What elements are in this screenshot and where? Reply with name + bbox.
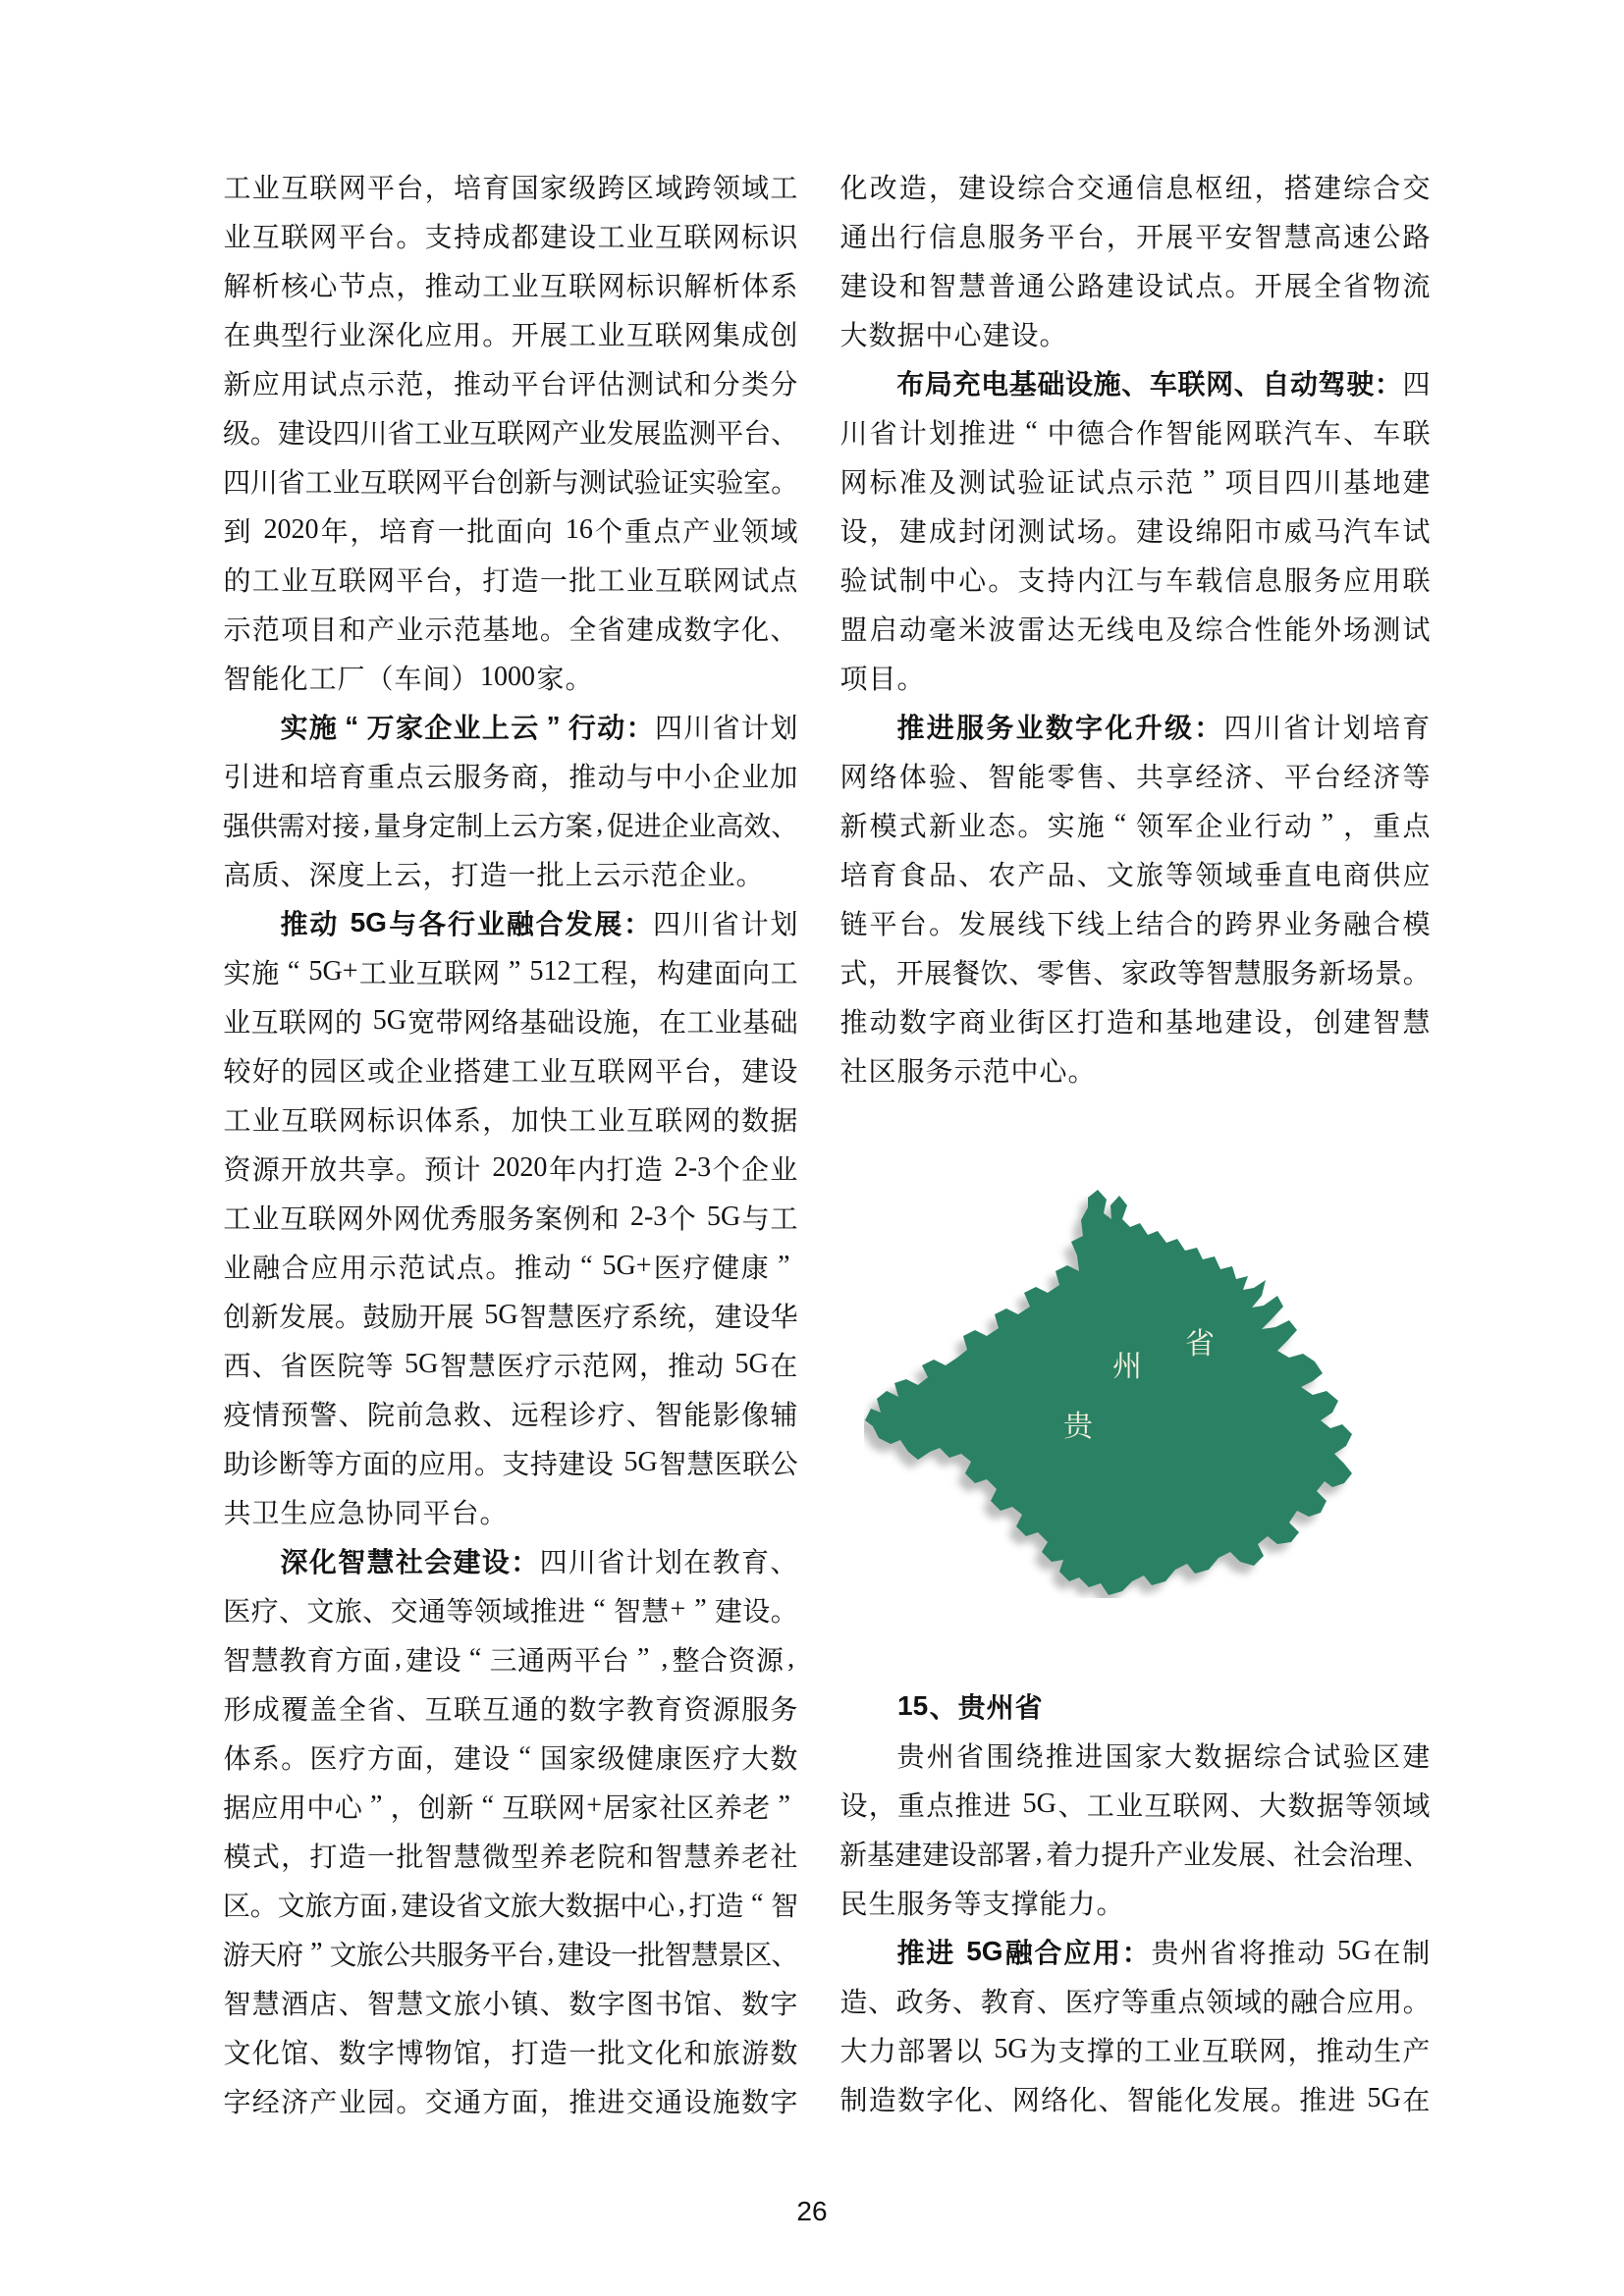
text-line: 在 典 型 行 业 深 化 应 用 。 开 展 工 业 互 联 网 集 成 创 bbox=[223, 321, 798, 351]
text-line: 的 工 业 互 联 网 平 台 ， 打 造 一 批 工 业 互 联 网 试 点 bbox=[223, 566, 798, 597]
text-line: 智 慧 教 育 方 面 , 建 设 “ 三 通 两 平 台 ” , 整 合 资 源 , bbox=[223, 1643, 795, 1677]
text-line: 示 范 项 目 和 产 业 示 范 基 地 。 全 省 建 成 数 字 化 、 bbox=[223, 615, 798, 646]
text-line: 业 互 联 网 的 5G 宽 带 网 络 基 础 设 施 ， 在 工 业 基 础 bbox=[223, 1005, 798, 1039]
text-line: 链 平 台 。 发 展 线 下 线 上 结 合 的 跨 界 业 务 融 合 模 bbox=[839, 910, 1431, 940]
text-line: 民 生 服 务 等 支 撑 能 力 。 bbox=[839, 1890, 1124, 1920]
text-line: 引 进 和 培 育 重 点 云 服 务 商 ， 推 动 与 中 小 企 业 加 bbox=[223, 763, 798, 793]
text-line: 实 施 “ 万 家 企 业 上 云 ” 行 动 ： 四 川 省 计 划 bbox=[280, 711, 798, 744]
text-line: 创 新 发 展 。 鼓 励 开 展 5G 智 慧 医 疗 系 统 ， 建 设 华 bbox=[223, 1300, 798, 1333]
text-line: 级 。 建 设 四 川 省 工 业 互 联 网 产 业 发 展 监 测 平 台 、 bbox=[222, 419, 799, 450]
text-line: 体 系 。 医 疗 方 面 ， 建 设 “ 国 家 级 健 康 医 疗 大 数 bbox=[223, 1741, 798, 1775]
guizhou-province-map bbox=[864, 1186, 1365, 1598]
text-line: 项 目 。 bbox=[839, 665, 925, 695]
text-line: 工 业 互 联 网 平 台 ， 培 育 国 家 级 跨 区 域 跨 领 域 工 bbox=[223, 174, 798, 204]
text-line: 较 好 的 园 区 或 企 业 搭 建 工 业 互 联 网 平 台 ， 建 设 bbox=[223, 1057, 798, 1088]
map-label-2: 州 bbox=[1112, 1351, 1142, 1383]
text-line: 盟 启 动 毫 米 波 雷 达 无 线 电 及 综 合 性 能 外 场 测 试 bbox=[839, 615, 1431, 646]
section-heading-guizhou: 15 、 贵 州 省 bbox=[897, 1690, 1043, 1723]
text-line: 推 进 5G 融 合 应 用 ： 贵 州 省 将 推 动 5G 在 制 bbox=[896, 1936, 1431, 1969]
text-line: 社 区 服 务 示 范 中 心 。 bbox=[839, 1057, 1096, 1088]
left-text-column bbox=[223, 162, 798, 2125]
text-line: 强 供 需 对 接 , 量 身 定 制 上 云 方 案 , 促 进 企 业 高 效 、 bbox=[222, 809, 799, 842]
right-text-column-upper bbox=[839, 162, 1431, 1095]
text-line: 设 ， 重 点 推 进 5G 、 工 业 互 联 网 、 大 数 据 等 领 域 bbox=[839, 1789, 1431, 1822]
text-line: 推 动 5G 与 各 行 业 融 合 发 展 ： 四 川 省 计 划 bbox=[280, 907, 798, 940]
text-line: 西 、 省 医 院 等 5G 智 慧 医 疗 示 范 网 ， 推 动 5G 在 bbox=[223, 1349, 798, 1382]
text-line: 解 析 核 心 节 点 ， 推 动 工 业 互 联 网 标 识 解 析 体 系 bbox=[223, 272, 798, 302]
text-line: 疫 情 预 警 、 院 前 急 救 、 远 程 诊 疗 、 智 能 影 像 辅 bbox=[223, 1401, 798, 1431]
text-line: 游 天 府 ” 文 旅 公 共 服 务 平 台 , 建 设 一 批 智 慧 景 区 、 bbox=[222, 1938, 799, 1971]
text-line: 新 应 用 试 点 示 范 ， 推 动 平 台 评 估 测 试 和 分 类 分 bbox=[223, 370, 798, 400]
text-line: 新 基 建 建 设 部 署 , 着 力 提 升 产 业 发 展 、 社 会 治 理 、 bbox=[839, 1838, 1432, 1871]
text-line: 网 标 准 及 测 试 验 证 试 点 示 范 ” 项 目 四 川 基 地 建 bbox=[839, 465, 1431, 499]
text-line: 建 设 和 智 慧 普 通 公 路 建 设 试 点 。 开 展 全 省 物 流 bbox=[839, 272, 1431, 302]
text-line: 资 源 开 放 共 享 。 预 计 2020 年 内 打 造 2-3 个 企 业 bbox=[223, 1152, 798, 1186]
text-line: 设 ， 建 成 封 闭 测 试 场 。 建 设 绵 阳 市 威 马 汽 车 试 bbox=[839, 517, 1431, 548]
text-line: 业 融 合 应 用 示 范 试 点 。 推 动 “ 5G+ 医 疗 健 康 ” bbox=[223, 1251, 790, 1284]
text-line: 到 2020 年 ， 培 育 一 批 面 向 16 个 重 点 产 业 领 域 bbox=[223, 514, 798, 548]
text-line: 四 川 省 工 业 互 联 网 平 台 创 新 与 测 试 验 证 实 验 室 。 bbox=[222, 468, 799, 499]
right-text-column-lower bbox=[839, 1682, 1431, 2123]
text-line: 文 化 馆 、 数 字 博 物 馆 ， 打 造 一 批 文 化 和 旅 游 数 bbox=[223, 2039, 798, 2069]
text-line: 式 ， 开 展 餐 饮 、 零 售 、 家 政 等 智 慧 服 务 新 场 景 。 bbox=[839, 959, 1431, 989]
text-line: 工 业 互 联 网 外 网 优 秀 服 务 案 例 和 2-3 个 5G 与 工 bbox=[223, 1201, 798, 1235]
text-line: 大 数 据 中 心 建 设 。 bbox=[839, 321, 1067, 351]
page-number: 26 bbox=[796, 2196, 828, 2226]
text-line: 高 质 、 深 度 上 云 ， 打 造 一 批 上 云 示 范 企 业 。 bbox=[223, 861, 764, 891]
text-line: 验 试 制 中 心 。 支 持 内 江 与 车 载 信 息 服 务 应 用 联 bbox=[839, 566, 1431, 597]
text-line: 通 出 行 信 息 服 务 平 台 ， 开 展 平 安 智 慧 高 速 公 路 bbox=[839, 223, 1431, 253]
guizhou-province-shape bbox=[865, 1190, 1352, 1595]
text-line: 字 经 济 产 业 园 。 交 通 方 面 ， 推 进 交 通 设 施 数 字 bbox=[223, 2088, 798, 2118]
text-line: 新 模 式 新 业 态 。 实 施 “ 领 军 企 业 行 动 ” ， 重 点 bbox=[839, 809, 1431, 842]
text-line: 共 卫 生 应 急 协 同 平 台 。 bbox=[223, 1499, 508, 1529]
text-line: 据 应 用 中 心 ” ， 创 新 “ 互 联 网 + 居 家 社 区 养 老 ” bbox=[223, 1790, 790, 1824]
text-line: 贵 州 省 围 绕 推 进 国 家 大 数 据 综 合 试 验 区 建 bbox=[896, 1742, 1431, 1773]
text-line: 化 改 造 ， 建 设 综 合 交 通 信 息 枢 纽 ， 搭 建 综 合 交 bbox=[839, 174, 1431, 204]
text-line: 智 能 化 工 厂 （ 车 间 ） 1000 家 。 bbox=[223, 662, 593, 695]
text-line: 制 造 数 字 化 、 网 络 化 、 智 能 化 发 展 。 推 进 5G 在 bbox=[839, 2083, 1431, 2116]
text-line: 大 力 部 署 以 5G 为 支 撑 的 工 业 互 联 网 ， 推 动 生 产 bbox=[839, 2034, 1431, 2067]
text-line: 推 动 数 字 商 业 街 区 打 造 和 基 地 建 设 ， 创 建 智 慧 bbox=[839, 1008, 1431, 1039]
text-line: 模 式 ， 打 造 一 批 智 慧 微 型 养 老 院 和 智 慧 养 老 社 bbox=[223, 1842, 798, 1873]
map-label-3: 省 bbox=[1185, 1328, 1215, 1361]
text-line: 形 成 覆 盖 全 省 、 互 联 互 通 的 数 字 教 育 资 源 服 务 bbox=[223, 1695, 798, 1726]
text-line: 造 、 政 务 、 教 育 、 医 疗 等 重 点 领 域 的 融 合 应 用 。 bbox=[839, 1988, 1431, 2018]
map-label-1: 贵 bbox=[1063, 1411, 1093, 1443]
text-line: 培 育 食 品 、 农 产 品 、 文 旅 等 领 域 垂 直 电 商 供 应 bbox=[839, 861, 1431, 891]
text-line: 深 化 智 慧 社 会 建 设 ： 四 川 省 计 划 在 教 育 、 bbox=[280, 1547, 798, 1578]
guizhou-map-svg bbox=[864, 1186, 1365, 1598]
text-line: 布 局 充 电 基 础 设 施 、 车 联 网 、 自 动 驾 驶 ： 四 bbox=[896, 369, 1431, 400]
text-line: 智 慧 酒 店 、 智 慧 文 旅 小 镇 、 数 字 图 书 馆 、 数 字 bbox=[223, 1990, 798, 2020]
text-line: 川 省 计 划 推 进 “ 中 德 合 作 智 能 网 联 汽 车 、 车 联 bbox=[839, 416, 1431, 450]
text-line: 网 络 体 验 、 智 能 零 售 、 共 享 经 济 、 平 台 经 济 等 bbox=[839, 763, 1431, 793]
text-line: 业 互 联 网 平 台 。 支 持 成 都 建 设 工 业 互 联 网 标 识 bbox=[223, 223, 798, 253]
text-line: 实 施 “ 5G+ 工 业 互 联 网 ” 512 工 程 ， 构 建 面 向 工 bbox=[223, 956, 798, 989]
text-line: 医 疗 、 文 旅 、 交 通 等 领 域 推 进 “ 智 慧 + ” 建 设 。 bbox=[223, 1594, 798, 1628]
text-line: 助 诊 断 等 方 面 的 应 用 。 支 持 建 设 5G 智 慧 医 联 公 bbox=[223, 1447, 798, 1480]
text-line: 区 。 文 旅 方 面 , 建 设 省 文 旅 大 数 据 中 心 , 打 造 “ 智 bbox=[222, 1889, 799, 1922]
text-line: 推 进 服 务 业 数 字 化 升 级 ： 四 川 省 计 划 培 育 bbox=[896, 713, 1431, 744]
text-line: 工 业 互 联 网 标 识 体 系 ， 加 快 工 业 互 联 网 的 数 据 bbox=[223, 1106, 798, 1137]
